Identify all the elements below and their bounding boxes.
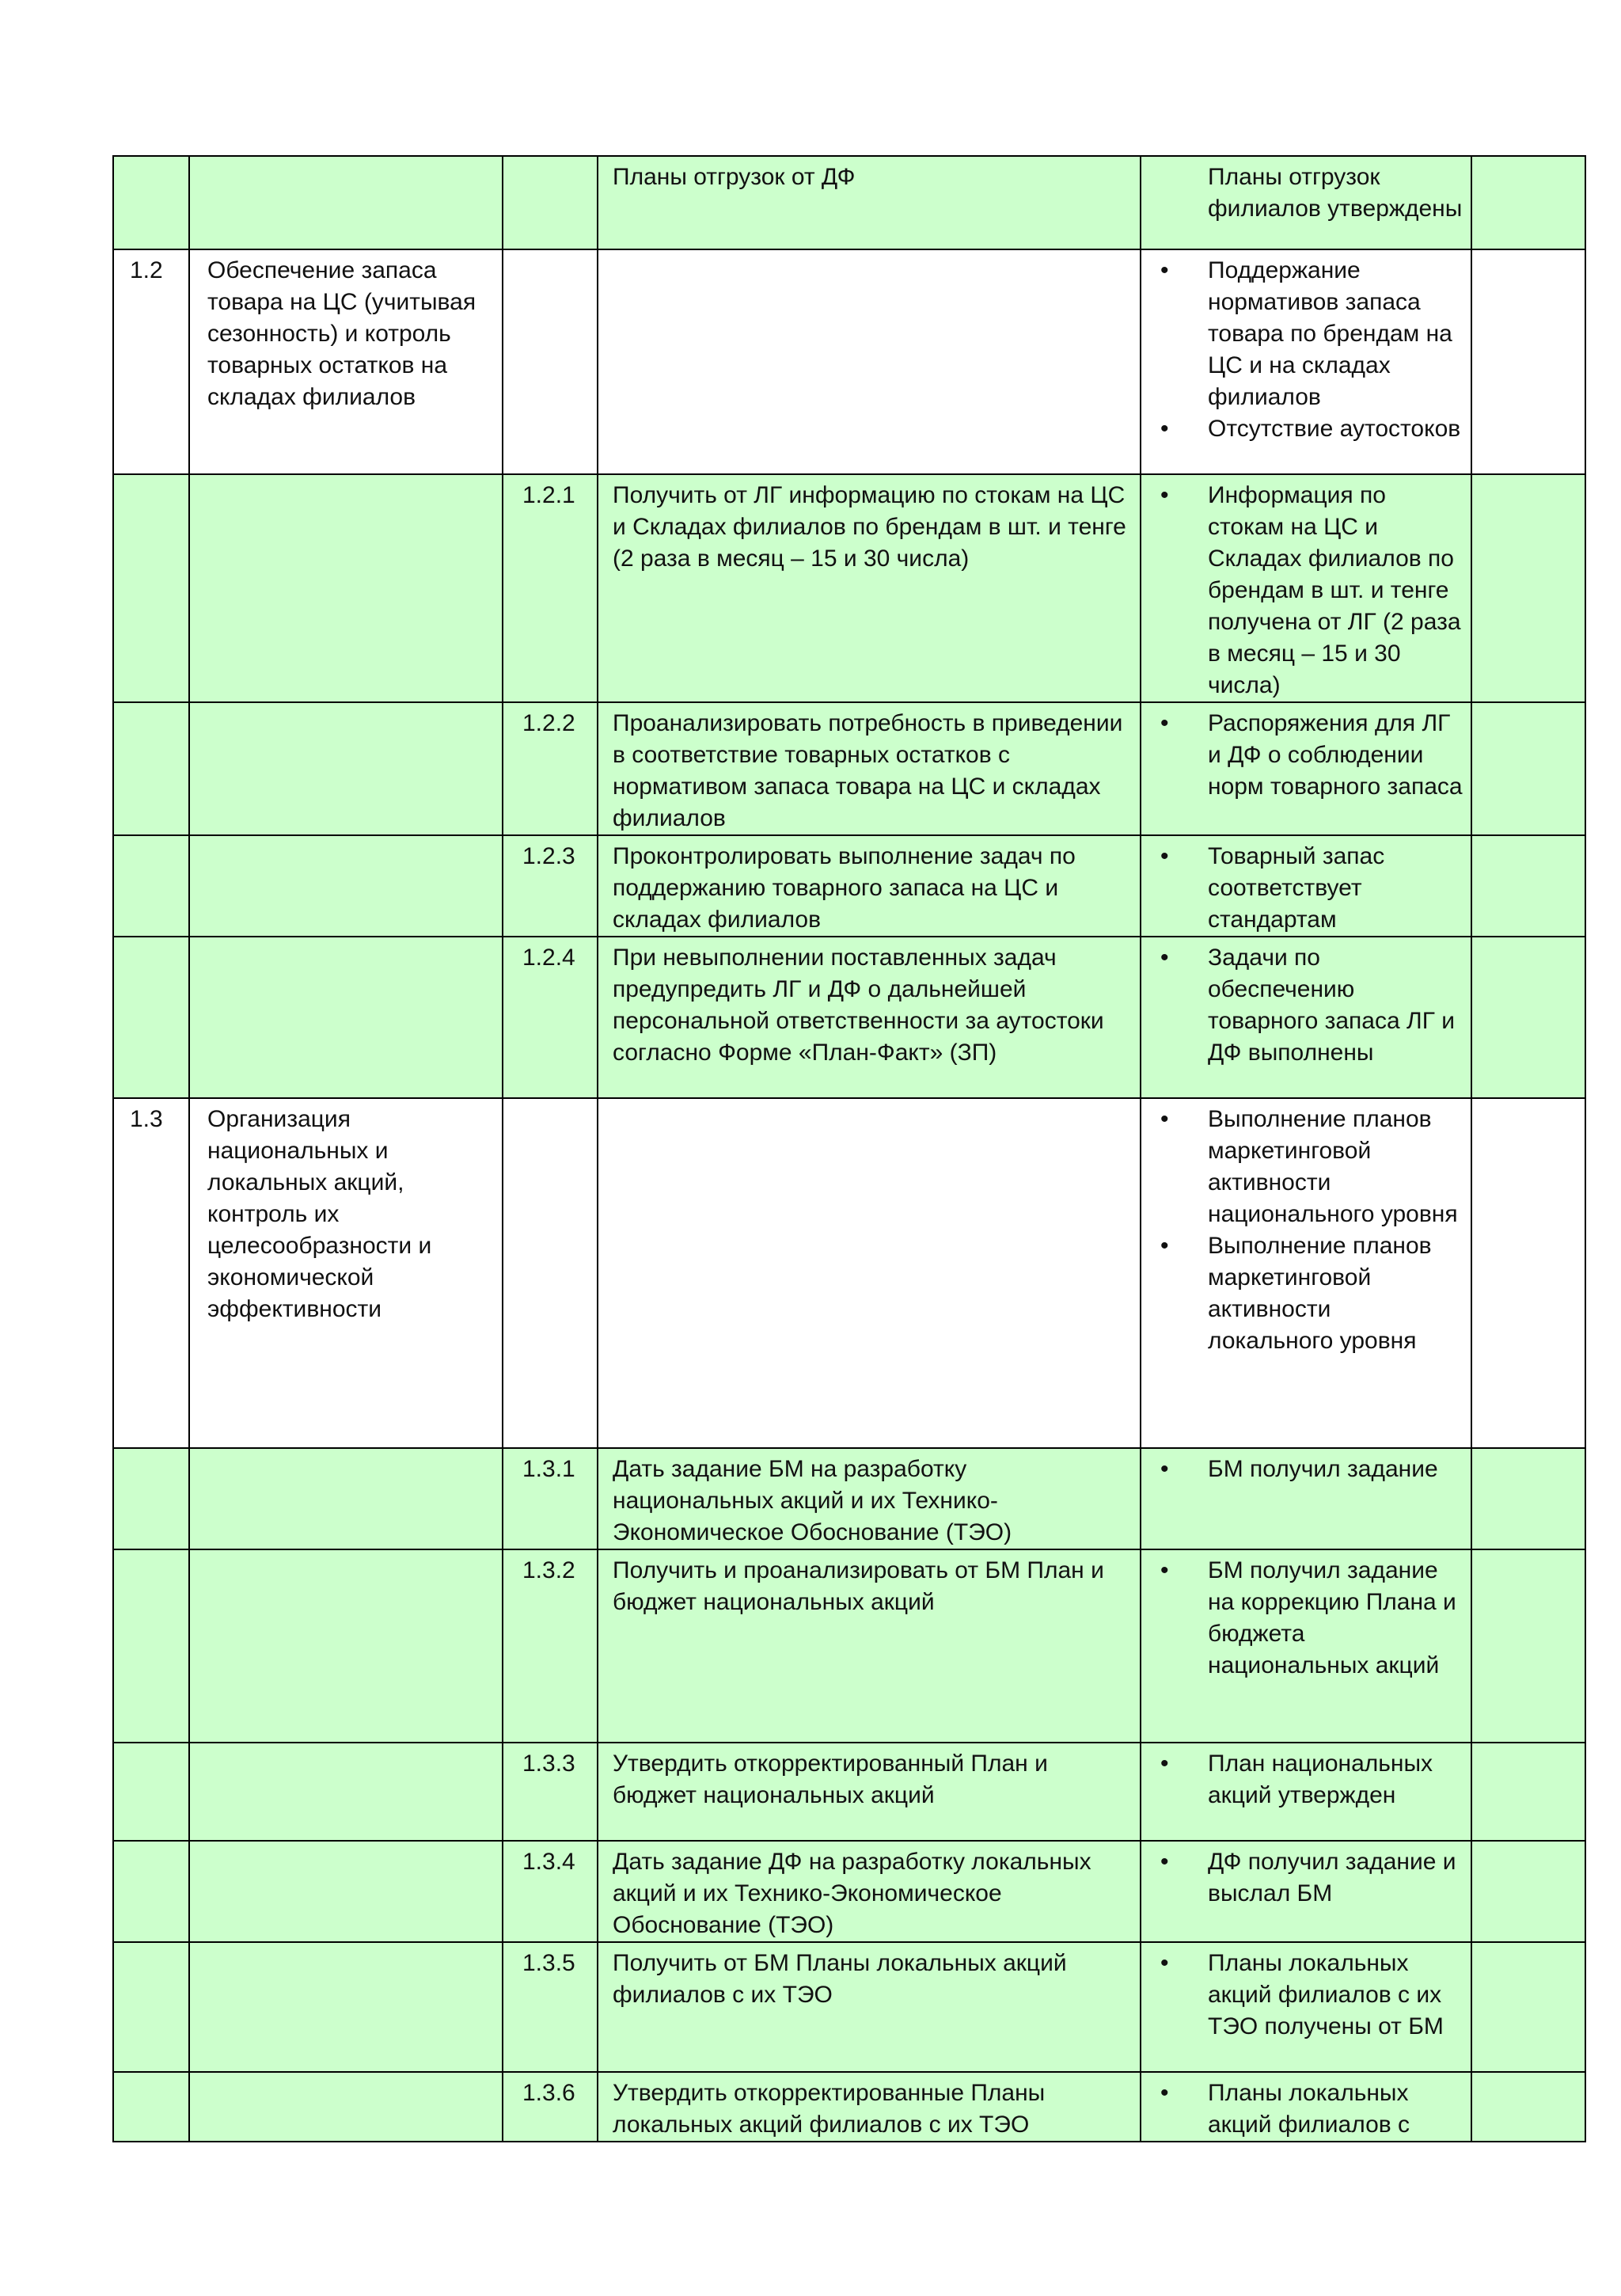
step-number-cell	[503, 1098, 598, 1448]
empty-cell	[1471, 1448, 1585, 1549]
table-row	[113, 249, 1585, 474]
result-bullet-item: • Информация по стокам на ЦС и Складах филиалов по брендам в шт. и тенге получена от ЛГ (2 раза в месяц – 15 и 30 числа)	[1151, 480, 1463, 701]
result-cell	[1141, 156, 1471, 249]
result-bullet-item: • Выполнение планов маркетинговой активности национального уровня	[1151, 1104, 1463, 1230]
section-number-cell	[113, 2072, 189, 2142]
action-cell: Дать задание ДФ на разработку локальных акций и их Технико-Экономическое Обоснование (ТЭО)	[598, 1841, 1141, 1942]
empty-cell	[1471, 1098, 1585, 1448]
result-cell	[1141, 1743, 1471, 1841]
section-number-cell	[113, 1841, 189, 1942]
result-bullet-item: • ДФ получил задание и выслал БМ	[1151, 1846, 1463, 1910]
empty-cell	[1471, 474, 1585, 702]
step-number-cell: 1.3.1	[503, 1448, 598, 1549]
result-cell	[1141, 1549, 1471, 1743]
table-row	[113, 474, 1585, 702]
task-cell	[189, 702, 503, 835]
result-bullet-list	[1151, 1555, 1463, 1682]
table-row	[113, 1743, 1585, 1841]
process-table	[112, 155, 1586, 2142]
section-number-cell: 1.2	[113, 249, 189, 474]
task-cell	[189, 1841, 503, 1942]
empty-cell	[1471, 1942, 1585, 2072]
result-bullet-item: • Задачи по обеспечению товарного запаса ЛГ и ДФ выполнены	[1151, 942, 1463, 1069]
result-bullet-list	[1151, 841, 1463, 936]
result-bullet-item: • Планы локальных акций филиалов с	[1151, 2077, 1463, 2141]
result-bullet-list	[1151, 708, 1463, 803]
result-bullet-list	[1151, 480, 1463, 701]
table-row	[113, 1942, 1585, 2072]
task-cell	[189, 1448, 503, 1549]
step-number-cell: 1.3.5	[503, 1942, 598, 2072]
action-cell: Утвердить откорректированные Планы локальных акций филиалов с их ТЭО	[598, 2072, 1141, 2142]
result-bullet-item: • БМ получил задание на коррекцию Плана и бюджета национальных акций	[1151, 1555, 1463, 1682]
task-cell	[189, 1942, 503, 2072]
table-row	[113, 156, 1585, 249]
result-bullet-item: • Товарный запас соответствует стандартам	[1151, 841, 1463, 936]
action-cell: Проконтролировать выполнение задач по поддержанию товарного запаса на ЦС и складах филиалов	[598, 835, 1141, 937]
empty-cell	[1471, 1743, 1585, 1841]
empty-cell	[1471, 2072, 1585, 2142]
result-cell	[1141, 1841, 1471, 1942]
table-row	[113, 1841, 1585, 1942]
step-number-cell: 1.3.2	[503, 1549, 598, 1743]
section-number-cell	[113, 474, 189, 702]
result-cell	[1141, 249, 1471, 474]
empty-cell	[1471, 1549, 1585, 1743]
table-row	[113, 1549, 1585, 1743]
result-bullet-item: • Планы локальных акций филиалов с их ТЭО получены от БМ	[1151, 1948, 1463, 2043]
step-number-cell: 1.2.4	[503, 937, 598, 1098]
section-number-cell	[113, 835, 189, 937]
section-number-cell	[113, 1549, 189, 1743]
step-number-cell	[503, 156, 598, 249]
empty-cell	[1471, 249, 1585, 474]
result-cell	[1141, 702, 1471, 835]
result-cell	[1141, 835, 1471, 937]
step-number-cell: 1.2.3	[503, 835, 598, 937]
step-number-cell: 1.3.4	[503, 1841, 598, 1942]
result-bullet-list	[1151, 942, 1463, 1069]
task-cell	[189, 1549, 503, 1743]
table-body	[113, 156, 1585, 2142]
action-cell: При невыполнении поставленных задач предупредить ЛГ и ДФ о дальнейшей персональной ответственности за аутостоки согласно Форме «План-Факт» (ЗП)	[598, 937, 1141, 1098]
table-row	[113, 937, 1585, 1098]
action-cell: Утвердить откорректированный План и бюджет национальных акций	[598, 1743, 1141, 1841]
table-row	[113, 702, 1585, 835]
table-row	[113, 1098, 1585, 1448]
step-number-cell: 1.2.1	[503, 474, 598, 702]
action-cell: Дать задание БМ на разработку национальных акций и их Технико-Экономическое Обоснование (ТЭО)	[598, 1448, 1141, 1549]
section-number-cell: 1.3	[113, 1098, 189, 1448]
table-row	[113, 2072, 1585, 2142]
action-cell	[598, 1098, 1141, 1448]
step-number-cell	[503, 249, 598, 474]
step-number-cell: 1.3.6	[503, 2072, 598, 2142]
result-bullet-item: • Поддержание нормативов запаса товара по брендам на ЦС и на складах филиалов	[1151, 255, 1463, 413]
result-text: Планы отгрузок филиалов утверждены	[1208, 164, 1463, 222]
result-bullet-list	[1151, 255, 1463, 445]
section-number-cell	[113, 937, 189, 1098]
section-number-cell	[113, 1448, 189, 1549]
result-bullet-item: • План национальных акций утвержден	[1151, 1748, 1463, 1811]
task-cell: Организация национальных и локальных акций, контроль их целесообразности и экономической эффективности	[189, 1098, 503, 1448]
result-bullet-item: • Выполнение планов маркетинговой активности локального уровня	[1151, 1230, 1463, 1357]
result-cell	[1141, 937, 1471, 1098]
section-number-cell	[113, 156, 189, 249]
action-cell: Получить от БМ Планы локальных акций филиалов с их ТЭО	[598, 1942, 1141, 2072]
result-bullet-item: • БМ получил задание	[1151, 1454, 1463, 1485]
result-bullet-list	[1151, 1454, 1463, 1485]
task-cell	[189, 937, 503, 1098]
section-number-cell	[113, 702, 189, 835]
result-bullet-list	[1151, 1104, 1463, 1357]
step-number-cell: 1.2.2	[503, 702, 598, 835]
table-row	[113, 835, 1585, 937]
result-bullet-list	[1151, 2077, 1463, 2141]
action-cell: Проанализировать потребность в приведении в соответствие товарных остатков с нормативом запаса товара на ЦС и складах филиалов	[598, 702, 1141, 835]
result-bullet-list	[1151, 1846, 1463, 1910]
task-cell	[189, 474, 503, 702]
empty-cell	[1471, 702, 1585, 835]
result-cell	[1141, 1942, 1471, 2072]
result-cell	[1141, 1448, 1471, 1549]
task-cell: Обеспечение запаса товара на ЦС (учитывая сезонность) и котроль товарных остатков на складах филиалов	[189, 249, 503, 474]
result-cell	[1141, 1098, 1471, 1448]
task-cell	[189, 1743, 503, 1841]
empty-cell	[1471, 1841, 1585, 1942]
action-cell: Планы отгрузок от ДФ	[598, 156, 1141, 249]
section-number-cell	[113, 1942, 189, 2072]
result-bullet-item: • Отсутствие аутостоков	[1151, 413, 1463, 445]
result-bullet-list	[1151, 1748, 1463, 1811]
action-cell	[598, 249, 1141, 474]
result-bullet-item: • Распоряжения для ЛГ и ДФ о соблюдении норм товарного запаса	[1151, 708, 1463, 803]
task-cell	[189, 835, 503, 937]
result-cell	[1141, 2072, 1471, 2142]
empty-cell	[1471, 156, 1585, 249]
empty-cell	[1471, 835, 1585, 937]
result-cell	[1141, 474, 1471, 702]
task-cell	[189, 2072, 503, 2142]
action-cell: Получить от ЛГ информацию по стокам на ЦС и Складах филиалов по брендам в шт. и тенге (2 раза в месяц – 15 и 30 числа)	[598, 474, 1141, 702]
step-number-cell: 1.3.3	[503, 1743, 598, 1841]
table-row	[113, 1448, 1585, 1549]
result-bullet-list	[1151, 1948, 1463, 2043]
empty-cell	[1471, 937, 1585, 1098]
action-cell: Получить и проанализировать от БМ План и бюджет национальных акций	[598, 1549, 1141, 1743]
task-cell	[189, 156, 503, 249]
section-number-cell	[113, 1743, 189, 1841]
